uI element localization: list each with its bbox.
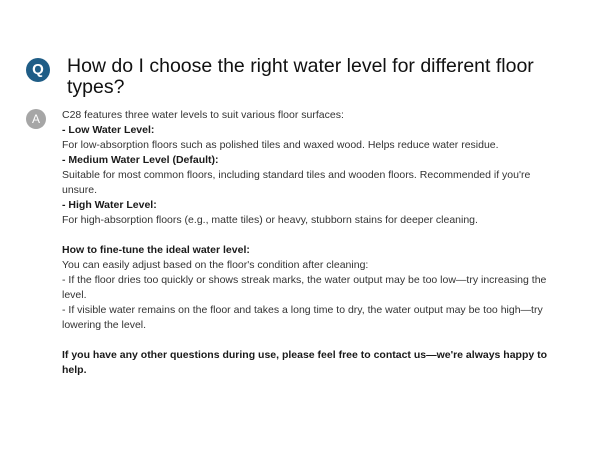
- fine-tune-tip-too-low: - If the floor dries too quickly or shows streak marks, the water output may be too low—try increasing the level.: [62, 274, 547, 301]
- fine-tune-intro: You can easily adjust based on the floor's condition after cleaning:: [62, 259, 369, 271]
- spacer: [62, 228, 567, 243]
- question-title: How do I choose the right water level for different floor types?: [67, 55, 534, 98]
- level-description-low: For low-absorption floors such as polished tiles and waxed wood. Helps reduce water residue.: [62, 139, 499, 151]
- answer-body: [62, 108, 567, 378]
- closing-note: If you have any other questions during use, please feel free to contact us—we're always happy to help.: [62, 349, 548, 376]
- level-heading-medium: - Medium Water Level (Default):: [62, 154, 219, 166]
- level-description-high: For high-absorption floors (e.g., matte tiles) or heavy, stubborn stains for deeper cleaning.: [62, 214, 478, 226]
- question-badge: Q: [26, 58, 50, 82]
- level-description-medium: Suitable for most common floors, including standard tiles and wooden floors. Recommended if you're unsure.: [62, 169, 531, 196]
- fine-tune-heading: How to fine-tune the ideal water level:: [62, 244, 250, 256]
- spacer: [62, 333, 567, 348]
- answer-badge: A: [26, 109, 46, 129]
- level-heading-low: - Low Water Level:: [62, 124, 155, 136]
- level-heading-high: - High Water Level:: [62, 199, 157, 211]
- answer-intro: C28 features three water levels to suit various floor surfaces:: [62, 109, 344, 121]
- fine-tune-tip-too-high: - If visible water remains on the floor and takes a long time to dry, the water output may be too high—try lowering the level.: [62, 304, 543, 331]
